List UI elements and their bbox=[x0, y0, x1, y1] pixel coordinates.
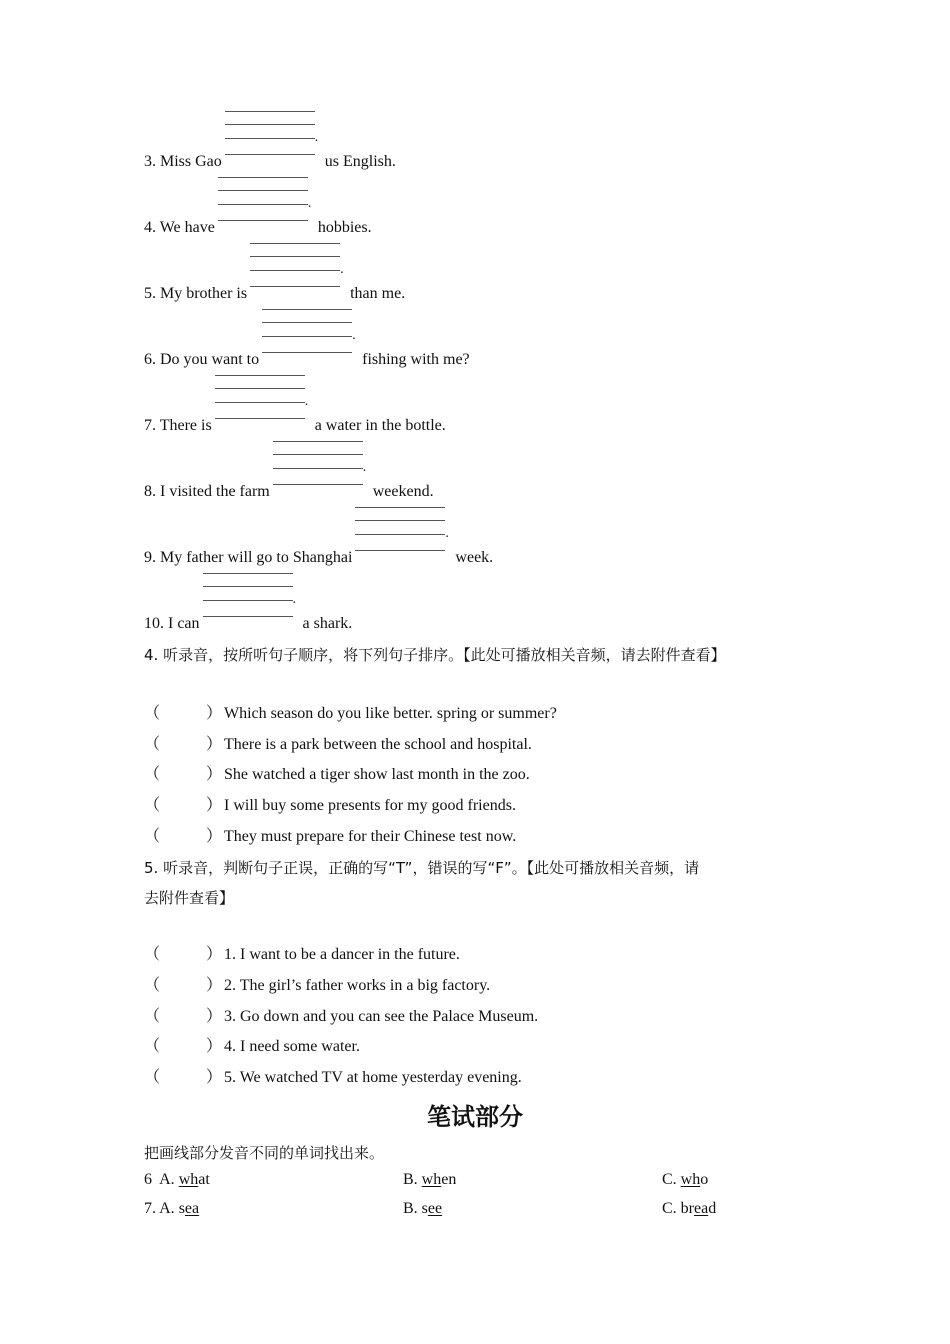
fill-item-text-after: a shark. bbox=[302, 615, 353, 632]
order-item-1: （ ） Which season do you like better. spring or summer? bbox=[144, 705, 557, 722]
fill-item-text-after: than me. bbox=[350, 285, 406, 302]
question-6-option-b[interactable]: B. when bbox=[403, 1171, 457, 1188]
tf-item-4: （ ） 4. I need some water. bbox=[144, 1038, 360, 1055]
question-7-option-c[interactable]: C. bread bbox=[662, 1200, 717, 1217]
question-6-option-c[interactable]: C. who bbox=[662, 1171, 709, 1188]
fill-item-text-before: My brother is bbox=[160, 285, 248, 302]
fill-item-text-before: My father will go to Shanghai bbox=[160, 549, 353, 566]
answer-blank[interactable]: （ bbox=[144, 736, 161, 753]
answer-blank[interactable]: . bbox=[355, 548, 447, 568]
fill-item-text-before: I can bbox=[168, 615, 200, 632]
question-7-option-b[interactable]: B. see bbox=[403, 1200, 443, 1217]
section-5-heading-cont: 去附件查看】 bbox=[144, 889, 235, 907]
written-section-title: 笔试部分 bbox=[427, 1103, 523, 1131]
fill-item-9: 9. My father will go to Shanghai . week. bbox=[144, 548, 493, 568]
answer-blank[interactable]: （ bbox=[144, 828, 161, 845]
order-item-5: （ ） They must prepare for their Chinese test now. bbox=[144, 828, 517, 845]
answer-blank[interactable]: . bbox=[225, 152, 317, 172]
fill-item-text-after: us English. bbox=[324, 153, 396, 170]
section-4-heading: 4. 听录音，按所听句子顺序，将下列句子排序。【此处可播放相关音频，请去附件查看】 bbox=[144, 646, 726, 664]
answer-blank[interactable]: . bbox=[215, 416, 307, 436]
order-item-3: （ ） She watched a tiger show last month in the zoo. bbox=[144, 766, 530, 783]
answer-blank[interactable]: （ bbox=[144, 797, 161, 814]
answer-blank[interactable]: （ bbox=[144, 1038, 161, 1055]
fill-item-text-after: week. bbox=[455, 549, 494, 566]
fill-item-text-after: weekend. bbox=[372, 483, 434, 500]
fill-item-text-after: fishing with me? bbox=[362, 351, 470, 368]
tf-item-1: （ ） 1. I want to be a dancer in the future. bbox=[144, 946, 460, 963]
tf-item-5: （ ） 5. We watched TV at home yesterday evening. bbox=[144, 1069, 522, 1086]
fill-item-6: 6. Do you want to . fishing with me? bbox=[144, 350, 470, 370]
fill-item-5: 5. My brother is . than me. bbox=[144, 284, 405, 304]
fill-item-7: 7. There is . a water in the bottle. bbox=[144, 416, 446, 436]
answer-blank[interactable]: （ bbox=[144, 1069, 161, 1086]
fill-item-text-before: I visited the farm bbox=[160, 483, 270, 500]
tf-item-2: （ ） 2. The girl’s father works in a big factory. bbox=[144, 977, 491, 994]
fill-item-4: 4. We have . hobbies. bbox=[144, 218, 372, 238]
written-instruction: 把画线部分发音不同的单词找出来。 bbox=[144, 1144, 385, 1162]
fill-item-text-after: a water in the bottle. bbox=[314, 417, 446, 434]
answer-blank[interactable]: （ bbox=[144, 705, 161, 722]
answer-blank[interactable]: （ bbox=[144, 946, 161, 963]
fill-item-10: 10. I can . a shark. bbox=[144, 614, 352, 634]
section-5-heading: 5. 听录音，判断句子正误，正确的写“T”，错误的写“F”。【此处可播放相关音频，请 bbox=[144, 859, 700, 877]
fill-item-3: 3. Miss Gao . us English. bbox=[144, 152, 396, 172]
fill-item-8: 8. I visited the farm . weekend. bbox=[144, 482, 434, 502]
answer-blank[interactable]: . bbox=[203, 614, 295, 634]
fill-item-text-after: hobbies. bbox=[317, 219, 372, 236]
fill-item-text-before: Miss Gao bbox=[160, 153, 222, 170]
question-7-number: 7. A. sea bbox=[144, 1200, 200, 1217]
answer-blank[interactable]: . bbox=[250, 284, 342, 304]
answer-blank[interactable]: . bbox=[262, 350, 354, 370]
fill-item-text-before: Do you want to bbox=[160, 351, 260, 368]
answer-blank[interactable]: . bbox=[218, 218, 310, 238]
answer-blank[interactable]: （ bbox=[144, 977, 161, 994]
fill-item-text-before: There is bbox=[159, 417, 212, 434]
answer-blank[interactable]: . bbox=[273, 482, 365, 502]
fill-item-text-before: We have bbox=[159, 219, 215, 236]
order-item-2: （ ） There is a park between the school and hospital. bbox=[144, 736, 532, 753]
order-item-4: （ ） I will buy some presents for my good friends. bbox=[144, 797, 516, 814]
answer-blank[interactable]: （ bbox=[144, 1008, 161, 1025]
question-6-number: 6 A. what bbox=[144, 1171, 210, 1188]
answer-blank[interactable]: （ bbox=[144, 766, 161, 783]
tf-item-3: （ ） 3. Go down and you can see the Palace Museum. bbox=[144, 1008, 539, 1025]
